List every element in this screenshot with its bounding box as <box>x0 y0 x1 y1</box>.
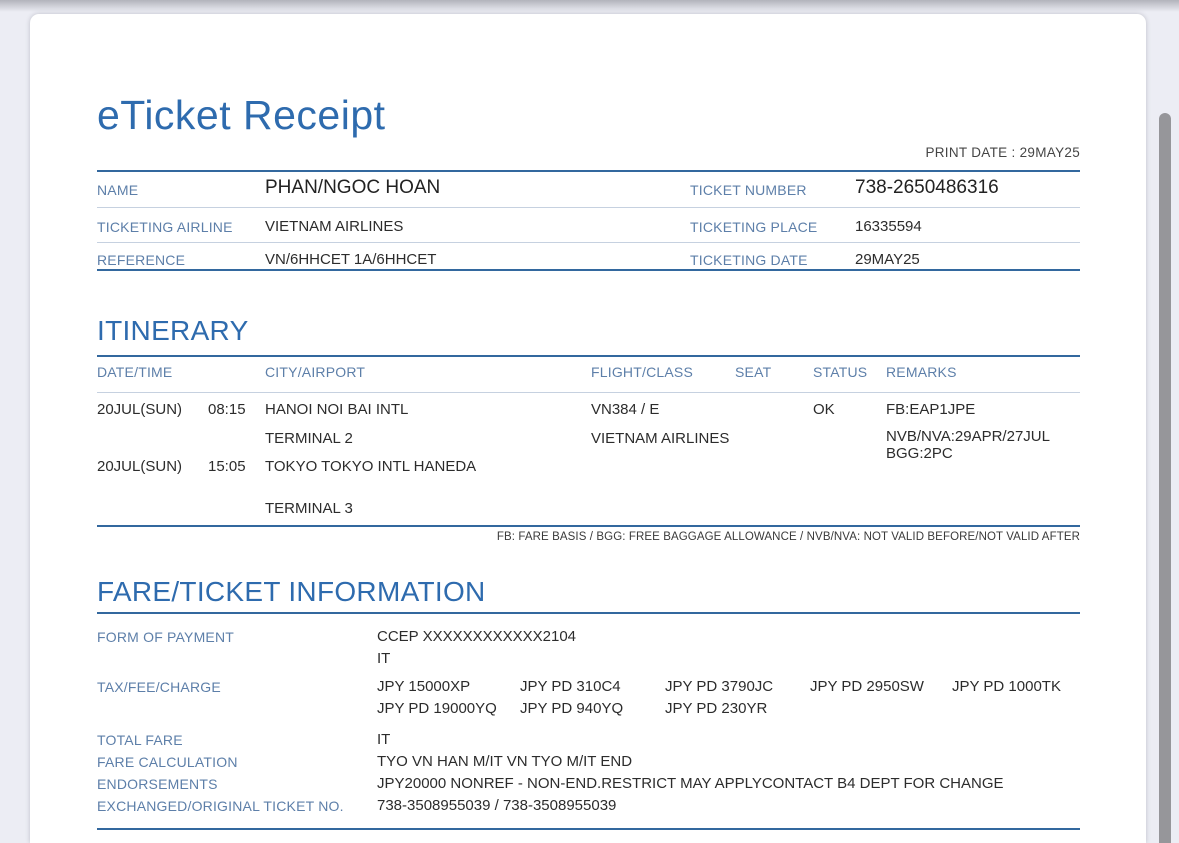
tax-item: JPY PD 19000YQ <box>377 700 497 717</box>
segment-time: 15:05 <box>208 458 246 475</box>
name-label: NAME <box>97 182 139 198</box>
ticketing-date-label: TICKETING DATE <box>690 252 808 268</box>
endorsements-label: ENDORSEMENTS <box>97 776 218 792</box>
tax-item: JPY PD 1000TK <box>952 678 1061 695</box>
fare-calculation: TYO VN HAN M/IT VN TYO M/IT END <box>377 753 633 770</box>
segment-terminal: TERMINAL 2 <box>265 430 353 447</box>
form-of-payment-line1: CCEP XXXXXXXXXXXX2104 <box>377 628 576 645</box>
itinerary-header-top-border <box>97 355 1080 357</box>
column-city-airport: CITY/AIRPORT <box>265 364 366 380</box>
endorsements: JPY20000 NONREF - NON-END.RESTRICT MAY APPLYCONTACT B4 DEPT FOR CHANGE <box>377 775 1004 792</box>
exchanged-ticket-label: EXCHANGED/ORIGINAL TICKET NO. <box>97 798 344 814</box>
tax-item: JPY PD 2950SW <box>810 678 924 695</box>
itinerary-footnote: FB: FARE BASIS / BGG: FREE BAGGAGE ALLOWANCE / NVB/NVA: NOT VALID BEFORE/NOT VALID AFTER <box>496 531 1080 543</box>
vertical-scrollbar-thumb[interactable] <box>1159 113 1171 843</box>
segment-remark-validity: NVB/NVA:29APR/27JUL <box>886 428 1050 445</box>
column-date-time: DATE/TIME <box>97 364 173 380</box>
form-of-payment-label: FORM OF PAYMENT <box>97 629 235 645</box>
page-title: eTicket Receipt <box>97 92 386 138</box>
info-table-separator-1 <box>97 207 1080 208</box>
ticketing-place: 16335594 <box>855 218 922 235</box>
segment-flight: VN384 / E <box>591 401 660 418</box>
fare-bottom-border <box>97 828 1080 830</box>
itinerary-heading: ITINERARY <box>97 315 249 346</box>
segment-carrier: VIETNAM AIRLINES <box>591 430 730 447</box>
segment-time: 08:15 <box>208 401 246 418</box>
info-table-separator-2 <box>97 242 1080 243</box>
info-table-bottom-border <box>97 269 1080 271</box>
tax-item: JPY PD 310C4 <box>520 678 621 695</box>
segment-terminal: TERMINAL 3 <box>265 500 353 517</box>
tax-item: JPY PD 230YR <box>665 700 768 717</box>
segment-status: OK <box>813 401 835 418</box>
segment-date: 20JUL(SUN) <box>97 458 183 475</box>
print-date: PRINT DATE : 29MAY25 <box>925 145 1080 160</box>
ticketing-place-label: TICKETING PLACE <box>690 219 818 235</box>
ticket-number: 738-2650486316 <box>855 177 999 198</box>
segment-date: 20JUL(SUN) <box>97 401 183 418</box>
column-status: STATUS <box>813 364 868 380</box>
column-seat: SEAT <box>735 364 772 380</box>
ticketing-date: 29MAY25 <box>855 251 920 268</box>
fare-calculation-label: FARE CALCULATION <box>97 754 238 770</box>
tax-fee-charge-label: TAX/FEE/CHARGE <box>97 679 221 695</box>
tax-item: JPY PD 940YQ <box>520 700 624 717</box>
info-table-top-border <box>97 170 1080 172</box>
form-of-payment-line2: IT <box>377 650 391 667</box>
segment-airport: HANOI NOI BAI INTL <box>265 401 409 418</box>
document-content <box>97 14 1080 843</box>
passenger-name: PHAN/NGOC HOAN <box>265 177 441 198</box>
reference: VN/6HHCET 1A/6HHCET <box>265 251 437 268</box>
segment-airport: TOKYO TOKYO INTL HANEDA <box>265 458 477 475</box>
ticketing-airline-label: TICKETING AIRLINE <box>97 219 233 235</box>
ticket-number-label: TICKET NUMBER <box>690 182 807 198</box>
fare-top-border <box>97 612 1080 614</box>
tax-item: JPY 15000XP <box>377 678 471 695</box>
eticket-document-page <box>30 14 1146 843</box>
ticketing-airline: VIETNAM AIRLINES <box>265 218 404 235</box>
itinerary-header-bottom-border <box>97 392 1080 393</box>
segment-remark-fare-basis: FB:EAP1JPE <box>886 401 976 418</box>
column-remarks: REMARKS <box>886 364 957 380</box>
fare-heading: FARE/TICKET INFORMATION <box>97 576 486 607</box>
segment-remark-baggage: BGG:2PC <box>886 445 953 462</box>
reference-label: REFERENCE <box>97 252 186 268</box>
tax-item: JPY PD 3790JC <box>665 678 774 695</box>
column-flight-class: FLIGHT/CLASS <box>591 364 693 380</box>
exchanged-ticket: 738-3508955039 / 738-3508955039 <box>377 797 617 814</box>
total-fare-label: TOTAL FARE <box>97 732 183 748</box>
itinerary-bottom-border <box>97 525 1080 527</box>
total-fare: IT <box>377 731 391 748</box>
window-top-shadow <box>0 0 1179 12</box>
